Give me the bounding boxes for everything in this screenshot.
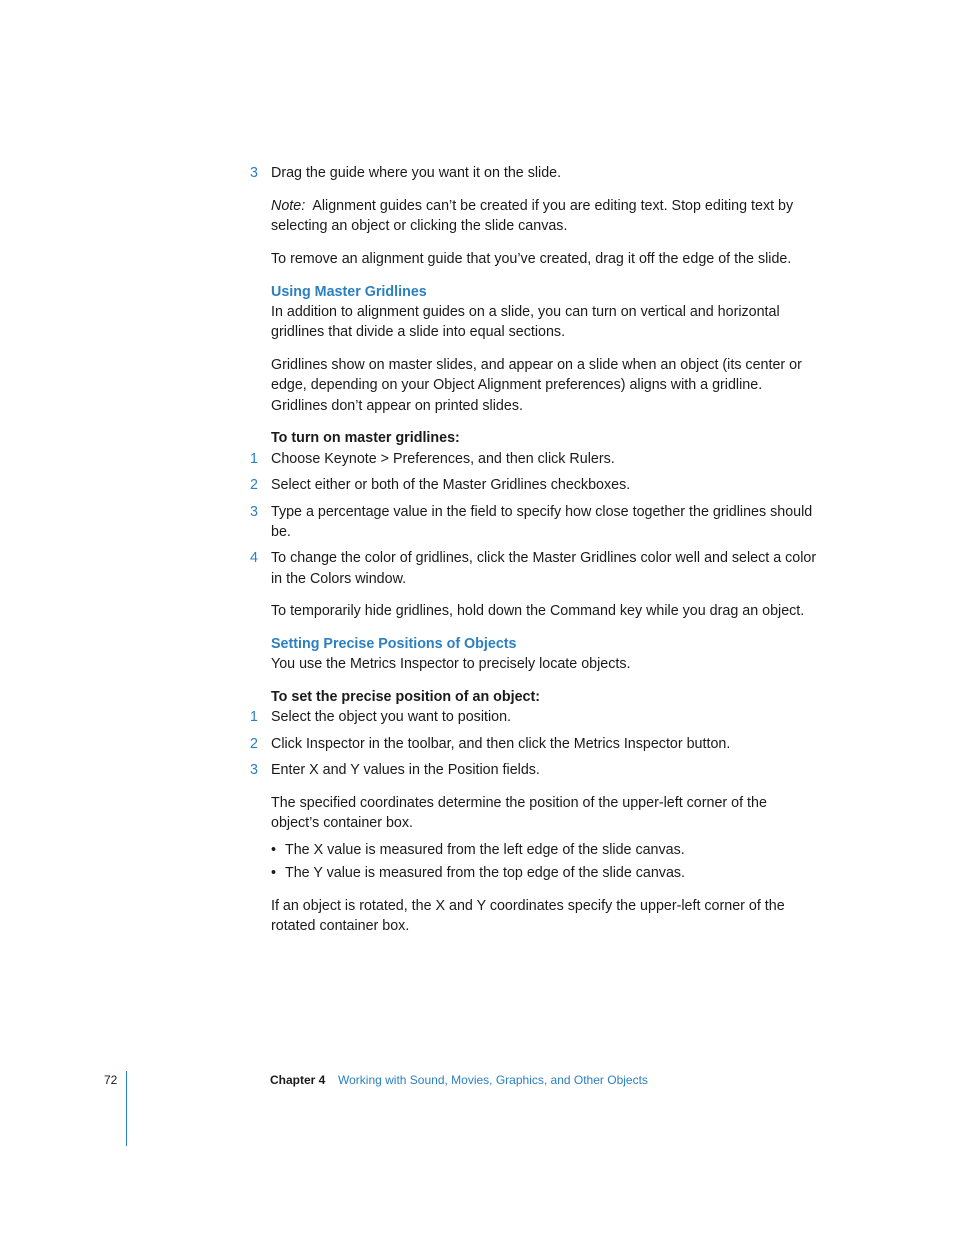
bullet-item: The Y value is measured from the top edge of the slide canvas. — [285, 865, 686, 881]
step-text: Select the object you want to position. — [271, 709, 512, 725]
task-title: To turn on master gridlines: — [271, 430, 460, 446]
step-number: 1 — [250, 451, 258, 467]
note-line-1 — [271, 196, 793, 216]
step-text: Type a percentage value in the field to specify how close together the gridlines should — [271, 504, 813, 520]
paragraph-line: object’s container box. — [271, 815, 413, 831]
paragraph-line: Gridlines don’t appear on printed slides. — [271, 398, 523, 414]
note-text: Alignment guides can’t be created if you are editing text. Stop editing text by — [312, 198, 794, 214]
page-number: 72 — [104, 1073, 118, 1087]
section-heading-precise-positions: Setting Precise Positions of Objects — [271, 636, 517, 652]
footer-divider — [126, 1071, 127, 1146]
paragraph-line: rotated container box. — [271, 918, 410, 934]
paragraph-line: The specified coordinates determine the position of the upper-left corner of the — [271, 795, 767, 811]
tip-paragraph: To temporarily hide gridlines, hold down the Command key while you drag an object. — [271, 603, 805, 619]
paragraph-line: If an object is rotated, the X and Y coordinates specify the upper-left corner of the — [271, 898, 785, 914]
note-label: Note: — [271, 198, 306, 214]
step-number: 3 — [250, 504, 258, 520]
step-text: To change the color of gridlines, click the Master Gridlines color well and select a color — [271, 550, 817, 566]
chapter-label: Chapter 4 — [270, 1073, 326, 1087]
step-number: 1 — [250, 709, 258, 725]
bullet-glyph: • — [271, 865, 277, 881]
bullet-item: The X value is measured from the left edge of the slide canvas. — [285, 842, 685, 858]
step-text: Click Inspector in the toolbar, and then click the Metrics Inspector button. — [271, 736, 731, 752]
step-number: 4 — [250, 550, 258, 566]
task-title: To set the precise position of an object: — [271, 689, 541, 705]
section-heading-master-gridlines: Using Master Gridlines — [271, 284, 427, 300]
step-number: 3 — [250, 165, 258, 181]
chapter-title-link[interactable]: Working with Sound, Movies, Graphics, and Other Objects — [338, 1073, 648, 1087]
step-number: 3 — [250, 762, 258, 778]
note-line-2: selecting an object or clicking the slide canvas. — [271, 218, 568, 234]
step-text: Enter X and Y values in the Position fields. — [271, 762, 540, 778]
paragraph-line: edge, depending on your Object Alignment preferences) aligns with a gridline. — [271, 377, 763, 393]
paragraph-line: You use the Metrics Inspector to precisely locate objects. — [271, 656, 631, 672]
step-text: be. — [271, 524, 291, 540]
step-text: Select either or both of the Master Gridlines checkboxes. — [271, 477, 631, 493]
paragraph-line: Gridlines show on master slides, and appear on a slide when an object (its center or — [271, 357, 802, 373]
bullet-glyph: • — [271, 842, 277, 858]
paragraph-line: In addition to alignment guides on a slide, you can turn on vertical and horizontal — [271, 304, 780, 320]
paragraph-line: gridlines that divide a slide into equal sections. — [271, 324, 566, 340]
step-text: Choose Keynote > Preferences, and then click Rulers. — [271, 451, 615, 467]
step-text: Drag the guide where you want it on the slide. — [271, 165, 562, 181]
step-text: in the Colors window. — [271, 571, 407, 587]
remove-guide-paragraph: To remove an alignment guide that you’ve created, drag it off the edge of the slide. — [271, 251, 792, 267]
step-number: 2 — [250, 736, 258, 752]
step-number: 2 — [250, 477, 258, 493]
